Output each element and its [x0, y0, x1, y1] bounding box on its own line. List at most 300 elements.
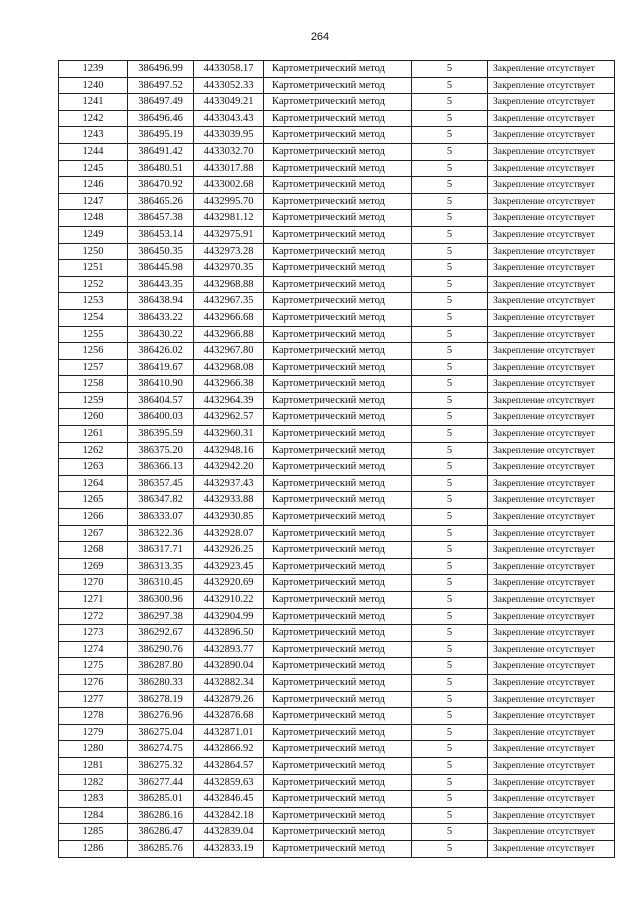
x-coordinate-cell: 386465.26 [128, 193, 194, 210]
y-coordinate-cell: 4432967.80 [194, 343, 264, 360]
x-coordinate-cell: 386297.38 [128, 608, 194, 625]
x-coordinate-cell: 386497.49 [128, 94, 194, 111]
point-number-cell: 1253 [59, 293, 128, 310]
table-row [59, 807, 615, 824]
method-cell: Картометрический метод [264, 509, 412, 526]
x-coordinate-cell: 386497.52 [128, 77, 194, 94]
accuracy-cell: 5 [412, 326, 488, 343]
fixation-cell: Закрепление отсутствует [488, 77, 615, 94]
accuracy-cell: 5 [412, 177, 488, 194]
accuracy-cell: 5 [412, 442, 488, 459]
x-coordinate-cell: 386292.67 [128, 625, 194, 642]
fixation-cell: Закрепление отсутствует [488, 160, 615, 177]
method-cell: Картометрический метод [264, 757, 412, 774]
accuracy-cell: 5 [412, 226, 488, 243]
accuracy-cell: 5 [412, 691, 488, 708]
y-coordinate-cell: 4432966.38 [194, 376, 264, 393]
accuracy-cell: 5 [412, 343, 488, 360]
y-coordinate-cell: 4432928.07 [194, 525, 264, 542]
y-coordinate-cell: 4432973.28 [194, 243, 264, 260]
point-number-cell: 1239 [59, 61, 128, 78]
method-cell: Картометрический метод [264, 658, 412, 675]
point-number-cell: 1281 [59, 757, 128, 774]
fixation-cell: Закрепление отсутствует [488, 641, 615, 658]
fixation-cell: Закрепление отсутствует [488, 558, 615, 575]
table-row [59, 575, 615, 592]
x-coordinate-cell: 386286.16 [128, 807, 194, 824]
accuracy-cell: 5 [412, 392, 488, 409]
accuracy-cell: 5 [412, 160, 488, 177]
table-row [59, 409, 615, 426]
y-coordinate-cell: 4432896.50 [194, 625, 264, 642]
x-coordinate-cell: 386496.46 [128, 110, 194, 127]
method-cell: Картометрический метод [264, 558, 412, 575]
fixation-cell: Закрепление отсутствует [488, 426, 615, 443]
table-row [59, 143, 615, 160]
accuracy-cell: 5 [412, 509, 488, 526]
table-row [59, 343, 615, 360]
y-coordinate-cell: 4432890.04 [194, 658, 264, 675]
accuracy-cell: 5 [412, 309, 488, 326]
x-coordinate-cell: 386333.07 [128, 509, 194, 526]
y-coordinate-cell: 4432920.69 [194, 575, 264, 592]
method-cell: Картометрический метод [264, 293, 412, 310]
y-coordinate-cell: 4433052.33 [194, 77, 264, 94]
x-coordinate-cell: 386347.82 [128, 492, 194, 509]
point-number-cell: 1282 [59, 774, 128, 791]
method-cell: Картометрический метод [264, 226, 412, 243]
x-coordinate-cell: 386443.35 [128, 276, 194, 293]
y-coordinate-cell: 4432967.35 [194, 293, 264, 310]
x-coordinate-cell: 386366.13 [128, 459, 194, 476]
fixation-cell: Закрепление отсутствует [488, 824, 615, 841]
accuracy-cell: 5 [412, 608, 488, 625]
y-coordinate-cell: 4433002.68 [194, 177, 264, 194]
fixation-cell: Закрепление отсутствует [488, 293, 615, 310]
method-cell: Картометрический метод [264, 276, 412, 293]
accuracy-cell: 5 [412, 592, 488, 609]
accuracy-cell: 5 [412, 641, 488, 658]
accuracy-cell: 5 [412, 625, 488, 642]
method-cell: Картометрический метод [264, 343, 412, 360]
y-coordinate-cell: 4432968.08 [194, 359, 264, 376]
accuracy-cell: 5 [412, 558, 488, 575]
x-coordinate-cell: 386496.99 [128, 61, 194, 78]
table-row [59, 824, 615, 841]
y-coordinate-cell: 4432859.63 [194, 774, 264, 791]
method-cell: Картометрический метод [264, 359, 412, 376]
fixation-cell: Закрепление отсутствует [488, 226, 615, 243]
point-number-cell: 1286 [59, 840, 128, 857]
y-coordinate-cell: 4432904.99 [194, 608, 264, 625]
method-cell: Картометрический метод [264, 459, 412, 476]
table-row [59, 658, 615, 675]
fixation-cell: Закрепление отсутствует [488, 592, 615, 609]
fixation-cell: Закрепление отсутствует [488, 674, 615, 691]
table-row [59, 475, 615, 492]
accuracy-cell: 5 [412, 376, 488, 393]
method-cell: Картометрический метод [264, 193, 412, 210]
method-cell: Картометрический метод [264, 592, 412, 609]
point-number-cell: 1258 [59, 376, 128, 393]
fixation-cell: Закрепление отсутствует [488, 359, 615, 376]
y-coordinate-cell: 4432923.45 [194, 558, 264, 575]
x-coordinate-cell: 386450.35 [128, 243, 194, 260]
point-number-cell: 1270 [59, 575, 128, 592]
x-coordinate-cell: 386290.76 [128, 641, 194, 658]
method-cell: Картометрический метод [264, 674, 412, 691]
x-coordinate-cell: 386276.96 [128, 708, 194, 725]
method-cell: Картометрический метод [264, 110, 412, 127]
fixation-cell: Закрепление отсутствует [488, 326, 615, 343]
accuracy-cell: 5 [412, 575, 488, 592]
accuracy-cell: 5 [412, 77, 488, 94]
method-cell: Картометрический метод [264, 608, 412, 625]
point-number-cell: 1265 [59, 492, 128, 509]
x-coordinate-cell: 386426.02 [128, 343, 194, 360]
table-row [59, 426, 615, 443]
x-coordinate-cell: 386285.01 [128, 791, 194, 808]
point-number-cell: 1276 [59, 674, 128, 691]
point-number-cell: 1278 [59, 708, 128, 725]
fixation-cell: Закрепление отсутствует [488, 724, 615, 741]
y-coordinate-cell: 4432966.88 [194, 326, 264, 343]
y-coordinate-cell: 4432871.01 [194, 724, 264, 741]
fixation-cell: Закрепление отсутствует [488, 708, 615, 725]
fixation-cell: Закрепление отсутствует [488, 193, 615, 210]
table-row [59, 608, 615, 625]
point-number-cell: 1284 [59, 807, 128, 824]
point-number-cell: 1259 [59, 392, 128, 409]
accuracy-cell: 5 [412, 260, 488, 277]
fixation-cell: Закрепление отсутствует [488, 143, 615, 160]
point-number-cell: 1272 [59, 608, 128, 625]
fixation-cell: Закрепление отсутствует [488, 94, 615, 111]
table-row [59, 509, 615, 526]
accuracy-cell: 5 [412, 791, 488, 808]
point-number-cell: 1274 [59, 641, 128, 658]
point-number-cell: 1280 [59, 741, 128, 758]
point-number-cell: 1249 [59, 226, 128, 243]
fixation-cell: Закрепление отсутствует [488, 309, 615, 326]
x-coordinate-cell: 386419.67 [128, 359, 194, 376]
table-row [59, 376, 615, 393]
method-cell: Картометрический метод [264, 774, 412, 791]
method-cell: Картометрический метод [264, 475, 412, 492]
accuracy-cell: 5 [412, 459, 488, 476]
point-number-cell: 1262 [59, 442, 128, 459]
method-cell: Картометрический метод [264, 392, 412, 409]
method-cell: Картометрический метод [264, 243, 412, 260]
method-cell: Картометрический метод [264, 260, 412, 277]
table-row [59, 708, 615, 725]
table-row [59, 77, 615, 94]
x-coordinate-cell: 386278.19 [128, 691, 194, 708]
accuracy-cell: 5 [412, 243, 488, 260]
table-row [59, 625, 615, 642]
table-row [59, 525, 615, 542]
method-cell: Картометрический метод [264, 525, 412, 542]
table-row [59, 691, 615, 708]
y-coordinate-cell: 4432876.68 [194, 708, 264, 725]
point-number-cell: 1263 [59, 459, 128, 476]
point-number-cell: 1252 [59, 276, 128, 293]
method-cell: Картометрический метод [264, 143, 412, 160]
accuracy-cell: 5 [412, 708, 488, 725]
x-coordinate-cell: 386375.20 [128, 442, 194, 459]
y-coordinate-cell: 4432937.43 [194, 475, 264, 492]
y-coordinate-cell: 4432833.19 [194, 840, 264, 857]
y-coordinate-cell: 4432882.34 [194, 674, 264, 691]
table-row [59, 791, 615, 808]
point-number-cell: 1255 [59, 326, 128, 343]
point-number-cell: 1271 [59, 592, 128, 609]
fixation-cell: Закрепление отсутствует [488, 210, 615, 227]
table-row [59, 127, 615, 144]
page-number: 264 [310, 31, 330, 43]
x-coordinate-cell: 386410.90 [128, 376, 194, 393]
point-number-cell: 1277 [59, 691, 128, 708]
accuracy-cell: 5 [412, 293, 488, 310]
table-row [59, 359, 615, 376]
point-number-cell: 1257 [59, 359, 128, 376]
table-row [59, 110, 615, 127]
accuracy-cell: 5 [412, 840, 488, 857]
fixation-cell: Закрепление отсутствует [488, 475, 615, 492]
method-cell: Картометрический метод [264, 426, 412, 443]
x-coordinate-cell: 386491.42 [128, 143, 194, 160]
table-row [59, 160, 615, 177]
y-coordinate-cell: 4432926.25 [194, 542, 264, 559]
method-cell: Картометрический метод [264, 641, 412, 658]
x-coordinate-cell: 386495.19 [128, 127, 194, 144]
x-coordinate-cell: 386480.51 [128, 160, 194, 177]
table-row [59, 177, 615, 194]
point-number-cell: 1268 [59, 542, 128, 559]
y-coordinate-cell: 4432964.39 [194, 392, 264, 409]
method-cell: Картометрический метод [264, 708, 412, 725]
y-coordinate-cell: 4432942.20 [194, 459, 264, 476]
coordinates-table [58, 60, 615, 858]
y-coordinate-cell: 4432879.26 [194, 691, 264, 708]
fixation-cell: Закрепление отсутствует [488, 459, 615, 476]
method-cell: Картометрический метод [264, 575, 412, 592]
table-row [59, 459, 615, 476]
fixation-cell: Закрепление отсутствует [488, 343, 615, 360]
y-coordinate-cell: 4433032.70 [194, 143, 264, 160]
table-row [59, 276, 615, 293]
fixation-cell: Закрепление отсутствует [488, 392, 615, 409]
fixation-cell: Закрепление отсутствует [488, 276, 615, 293]
x-coordinate-cell: 386404.57 [128, 392, 194, 409]
y-coordinate-cell: 4432981.12 [194, 210, 264, 227]
y-coordinate-cell: 4432966.68 [194, 309, 264, 326]
y-coordinate-cell: 4433049.21 [194, 94, 264, 111]
point-number-cell: 1240 [59, 77, 128, 94]
point-number-cell: 1241 [59, 94, 128, 111]
method-cell: Картометрический метод [264, 724, 412, 741]
accuracy-cell: 5 [412, 658, 488, 675]
y-coordinate-cell: 4432975.91 [194, 226, 264, 243]
point-number-cell: 1275 [59, 658, 128, 675]
x-coordinate-cell: 386445.98 [128, 260, 194, 277]
accuracy-cell: 5 [412, 359, 488, 376]
method-cell: Картометрический метод [264, 160, 412, 177]
method-cell: Картометрический метод [264, 309, 412, 326]
fixation-cell: Закрепление отсутствует [488, 243, 615, 260]
accuracy-cell: 5 [412, 475, 488, 492]
x-coordinate-cell: 386430.22 [128, 326, 194, 343]
method-cell: Картометрический метод [264, 807, 412, 824]
fixation-cell: Закрепление отсутствует [488, 376, 615, 393]
accuracy-cell: 5 [412, 193, 488, 210]
y-coordinate-cell: 4432968.88 [194, 276, 264, 293]
y-coordinate-cell: 4432962.57 [194, 409, 264, 426]
table-row [59, 757, 615, 774]
y-coordinate-cell: 4433039.95 [194, 127, 264, 144]
fixation-cell: Закрепление отсутствует [488, 525, 615, 542]
accuracy-cell: 5 [412, 143, 488, 160]
table-row [59, 210, 615, 227]
point-number-cell: 1267 [59, 525, 128, 542]
method-cell: Картометрический метод [264, 840, 412, 857]
y-coordinate-cell: 4432910.22 [194, 592, 264, 609]
accuracy-cell: 5 [412, 674, 488, 691]
x-coordinate-cell: 386400.03 [128, 409, 194, 426]
point-number-cell: 1283 [59, 791, 128, 808]
table-row [59, 592, 615, 609]
fixation-cell: Закрепление отсутствует [488, 61, 615, 78]
method-cell: Картометрический метод [264, 77, 412, 94]
x-coordinate-cell: 386395.59 [128, 426, 194, 443]
x-coordinate-cell: 386286.47 [128, 824, 194, 841]
method-cell: Картометрический метод [264, 94, 412, 111]
point-number-cell: 1261 [59, 426, 128, 443]
table-row [59, 774, 615, 791]
method-cell: Картометрический метод [264, 326, 412, 343]
point-number-cell: 1273 [59, 625, 128, 642]
table-row [59, 293, 615, 310]
fixation-cell: Закрепление отсутствует [488, 177, 615, 194]
x-coordinate-cell: 386453.14 [128, 226, 194, 243]
fixation-cell: Закрепление отсутствует [488, 807, 615, 824]
method-cell: Картометрический метод [264, 492, 412, 509]
fixation-cell: Закрепление отсутствует [488, 492, 615, 509]
table-row [59, 326, 615, 343]
table-row [59, 260, 615, 277]
accuracy-cell: 5 [412, 525, 488, 542]
fixation-cell: Закрепление отсутствует [488, 509, 615, 526]
method-cell: Картометрический метод [264, 442, 412, 459]
x-coordinate-cell: 386357.45 [128, 475, 194, 492]
y-coordinate-cell: 4432839.04 [194, 824, 264, 841]
accuracy-cell: 5 [412, 210, 488, 227]
fixation-cell: Закрепление отсутствует [488, 658, 615, 675]
x-coordinate-cell: 386313.35 [128, 558, 194, 575]
y-coordinate-cell: 4432846.45 [194, 791, 264, 808]
accuracy-cell: 5 [412, 542, 488, 559]
point-number-cell: 1269 [59, 558, 128, 575]
accuracy-cell: 5 [412, 409, 488, 426]
y-coordinate-cell: 4432893.77 [194, 641, 264, 658]
accuracy-cell: 5 [412, 110, 488, 127]
fixation-cell: Закрепление отсутствует [488, 575, 615, 592]
point-number-cell: 1242 [59, 110, 128, 127]
fixation-cell: Закрепление отсутствует [488, 625, 615, 642]
x-coordinate-cell: 386275.04 [128, 724, 194, 741]
x-coordinate-cell: 386275.32 [128, 757, 194, 774]
fixation-cell: Закрепление отсутствует [488, 110, 615, 127]
method-cell: Картометрический метод [264, 127, 412, 144]
method-cell: Картометрический метод [264, 210, 412, 227]
x-coordinate-cell: 386457.38 [128, 210, 194, 227]
accuracy-cell: 5 [412, 492, 488, 509]
fixation-cell: Закрепление отсутствует [488, 840, 615, 857]
table-row [59, 442, 615, 459]
x-coordinate-cell: 386285.76 [128, 840, 194, 857]
point-number-cell: 1245 [59, 160, 128, 177]
point-number-cell: 1260 [59, 409, 128, 426]
fixation-cell: Закрепление отсутствует [488, 691, 615, 708]
fixation-cell: Закрепление отсутствует [488, 127, 615, 144]
y-coordinate-cell: 4432842.18 [194, 807, 264, 824]
accuracy-cell: 5 [412, 807, 488, 824]
fixation-cell: Закрепление отсутствует [488, 409, 615, 426]
x-coordinate-cell: 386433.22 [128, 309, 194, 326]
y-coordinate-cell: 4432866.92 [194, 741, 264, 758]
x-coordinate-cell: 386287.80 [128, 658, 194, 675]
point-number-cell: 1244 [59, 143, 128, 160]
fixation-cell: Закрепление отсутствует [488, 442, 615, 459]
accuracy-cell: 5 [412, 94, 488, 111]
table-row [59, 226, 615, 243]
accuracy-cell: 5 [412, 741, 488, 758]
point-number-cell: 1285 [59, 824, 128, 841]
accuracy-cell: 5 [412, 824, 488, 841]
accuracy-cell: 5 [412, 757, 488, 774]
point-number-cell: 1243 [59, 127, 128, 144]
y-coordinate-cell: 4432995.70 [194, 193, 264, 210]
x-coordinate-cell: 386310.45 [128, 575, 194, 592]
point-number-cell: 1256 [59, 343, 128, 360]
point-number-cell: 1279 [59, 724, 128, 741]
point-number-cell: 1246 [59, 177, 128, 194]
table-row [59, 193, 615, 210]
table-row [59, 641, 615, 658]
y-coordinate-cell: 4432933.88 [194, 492, 264, 509]
method-cell: Картометрический метод [264, 177, 412, 194]
method-cell: Картометрический метод [264, 61, 412, 78]
table-row [59, 243, 615, 260]
table-row [59, 674, 615, 691]
y-coordinate-cell: 4433058.17 [194, 61, 264, 78]
table-row [59, 392, 615, 409]
table-row [59, 542, 615, 559]
fixation-cell: Закрепление отсутствует [488, 774, 615, 791]
method-cell: Картометрический метод [264, 409, 412, 426]
table-row [59, 558, 615, 575]
x-coordinate-cell: 386277.44 [128, 774, 194, 791]
point-number-cell: 1266 [59, 509, 128, 526]
point-number-cell: 1247 [59, 193, 128, 210]
accuracy-cell: 5 [412, 276, 488, 293]
table-row [59, 741, 615, 758]
accuracy-cell: 5 [412, 61, 488, 78]
table-row [59, 492, 615, 509]
y-coordinate-cell: 4433017.88 [194, 160, 264, 177]
accuracy-cell: 5 [412, 774, 488, 791]
x-coordinate-cell: 386317.71 [128, 542, 194, 559]
